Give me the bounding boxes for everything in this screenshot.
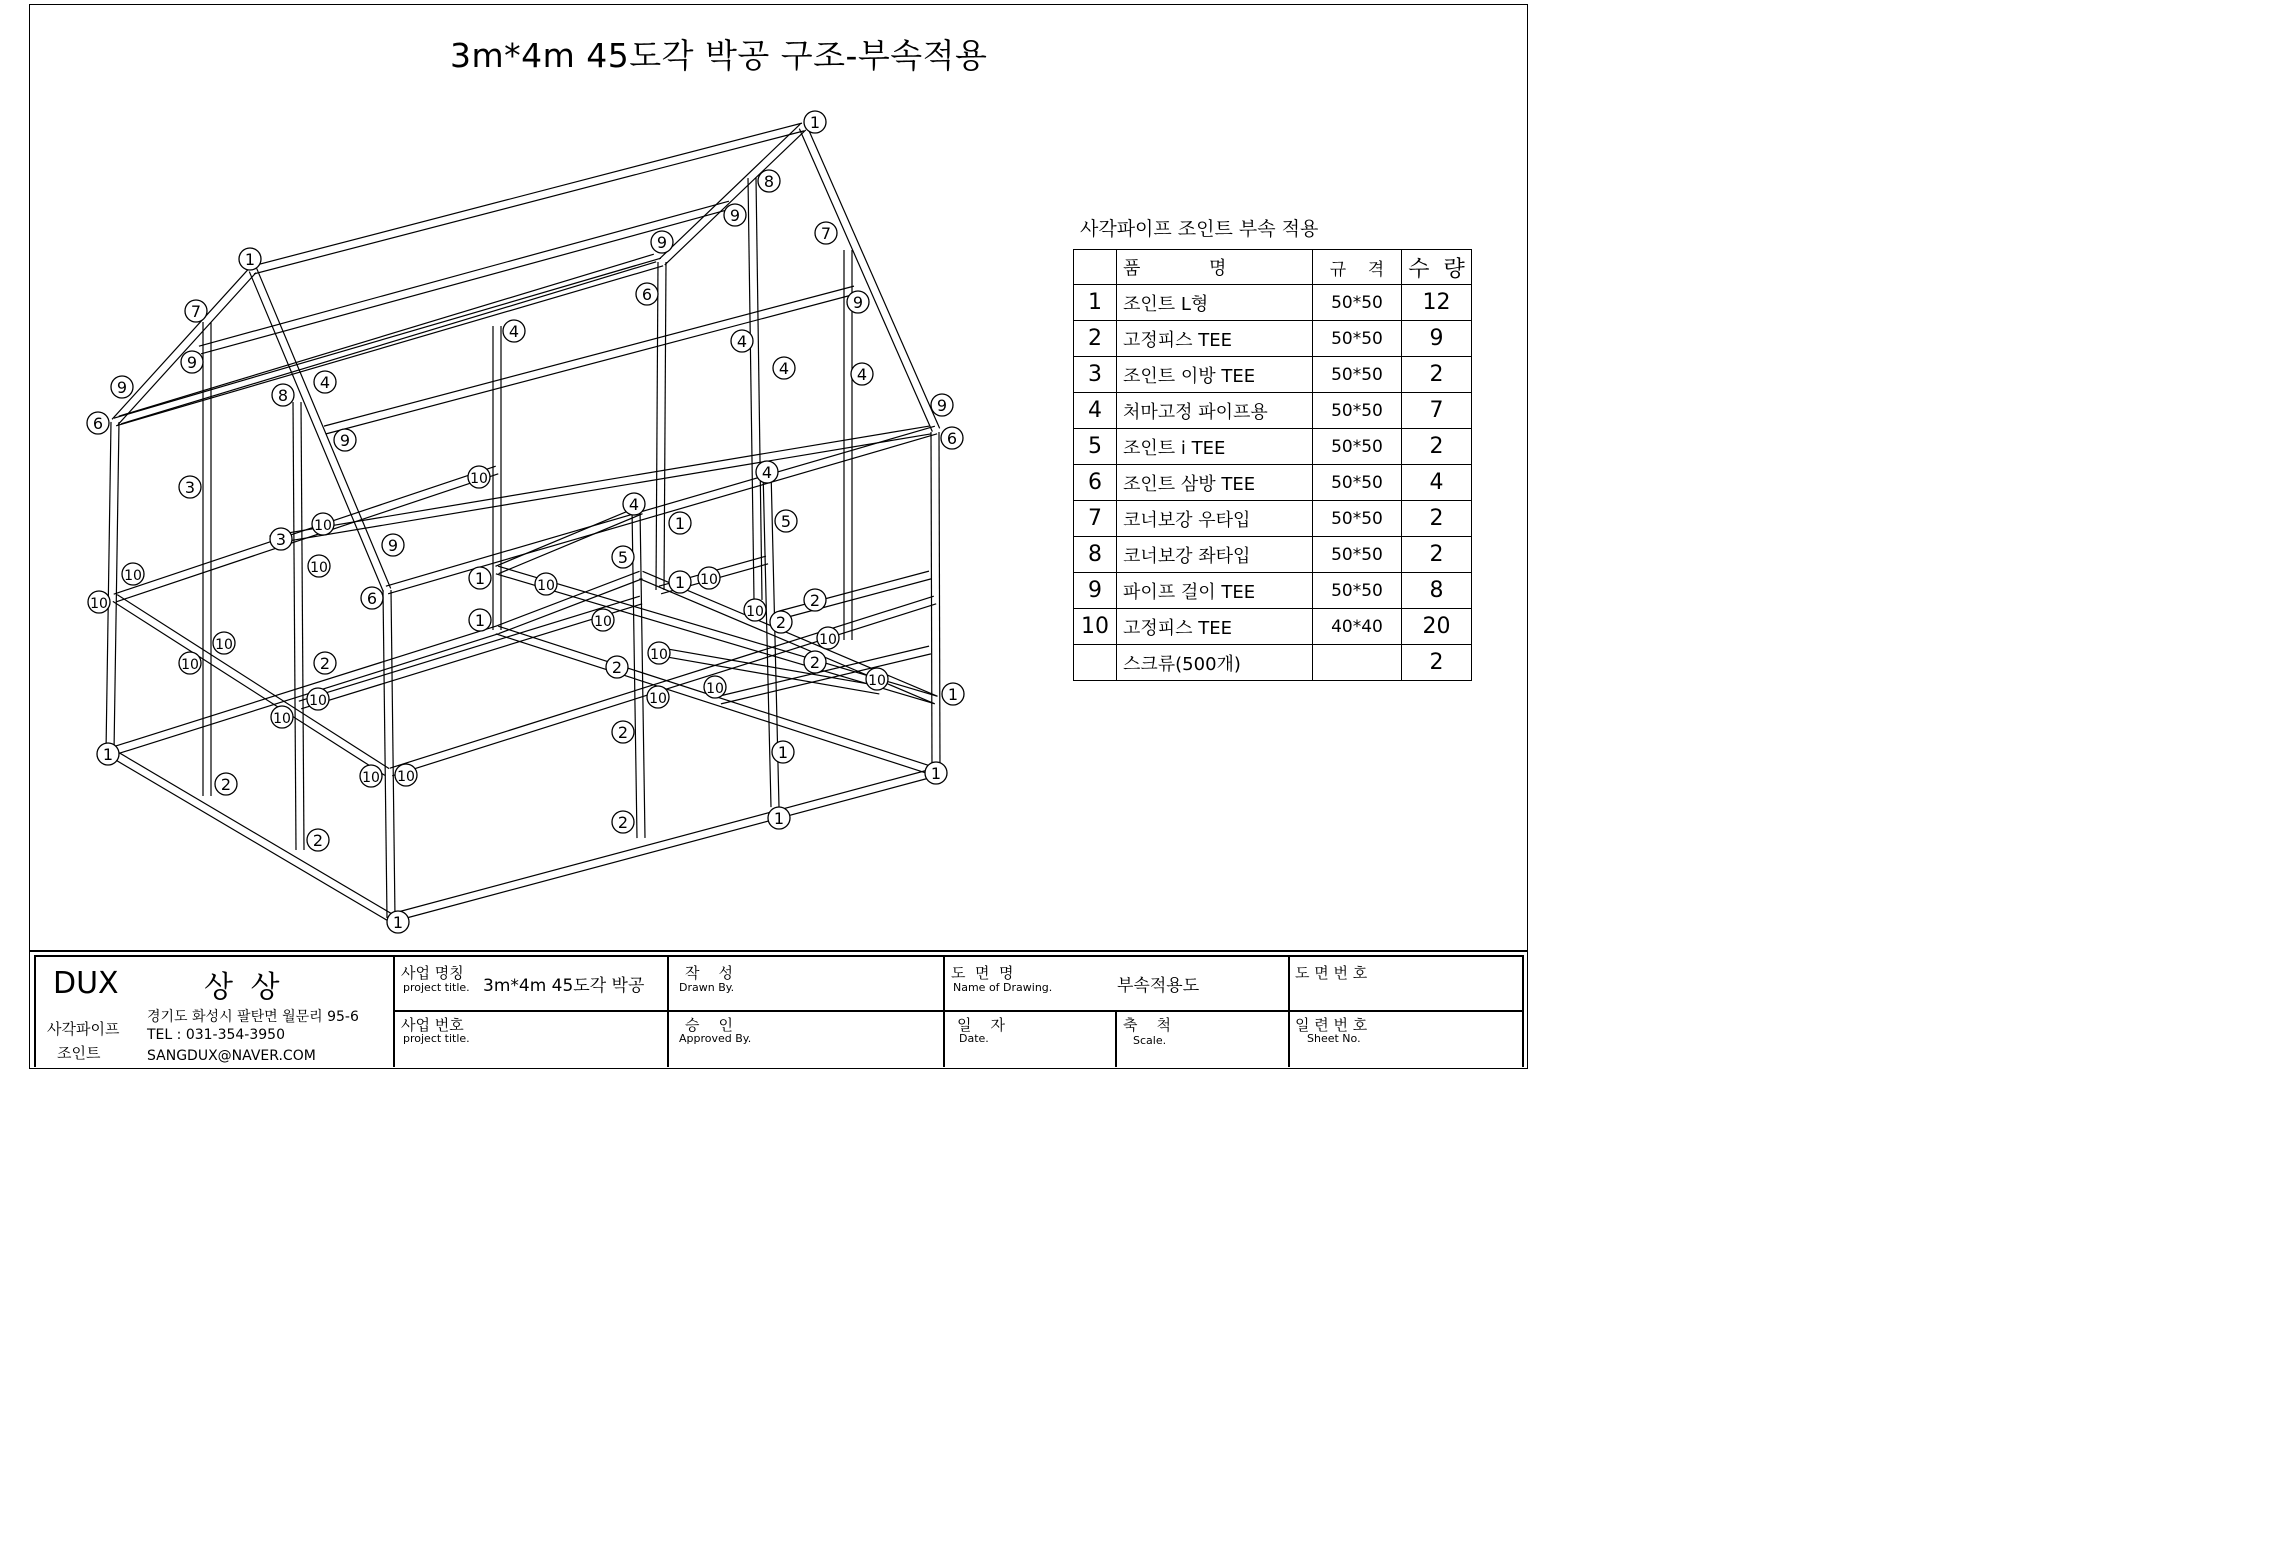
callout-number: 5 xyxy=(780,512,792,531)
scale-label: 축 척 xyxy=(1123,1016,1172,1034)
pipe-edge xyxy=(799,129,932,432)
drawing-name-value: 부속적용도 xyxy=(1117,976,1200,996)
pipe-edge xyxy=(388,434,937,594)
pipe-edge xyxy=(390,768,935,914)
pipe-edge xyxy=(116,266,663,426)
callout-number: 4 xyxy=(778,359,790,378)
parts-table-row xyxy=(1074,357,1472,393)
part-number: 4 xyxy=(1074,393,1117,429)
callout-number: 1 xyxy=(392,913,404,932)
callout-number: 2 xyxy=(809,591,821,610)
pipe-edge xyxy=(106,422,111,752)
pipe-edge xyxy=(113,601,385,775)
callout-number: 1 xyxy=(244,250,256,269)
company-name-korean: 상 상 xyxy=(204,970,284,1005)
header-spec xyxy=(1313,250,1402,285)
part-spec: 50*50 xyxy=(1313,357,1402,393)
sheet-no-label: 일 련 번 호 xyxy=(1295,1016,1368,1034)
parts-table-row xyxy=(1074,429,1472,465)
part-name: 조인트 i TEE xyxy=(1117,429,1313,465)
callout-number: 1 xyxy=(474,611,486,630)
part-quantity: 7 xyxy=(1402,393,1472,429)
callout-number: 10 xyxy=(868,673,886,689)
callout-number: 2 xyxy=(775,613,787,632)
pipe-edge xyxy=(665,130,806,265)
header-qty-text: 수 량 xyxy=(1408,256,1465,282)
callout-number: 10 xyxy=(819,632,837,648)
callout-number: 10 xyxy=(594,614,612,630)
callout-number: 9 xyxy=(186,353,198,372)
pipe-edge xyxy=(293,402,296,850)
scale-label-en: Scale. xyxy=(1133,1034,1167,1047)
approved-by-label-en: Approved By. xyxy=(679,1032,752,1045)
callout-number: 10 xyxy=(362,770,380,786)
pipe-edge xyxy=(748,178,754,600)
part-name: 고정피스 TEE xyxy=(1117,321,1313,357)
callout-number: 4 xyxy=(319,373,331,392)
part-number: 7 xyxy=(1074,501,1117,537)
part-number: 6 xyxy=(1074,465,1117,501)
part-quantity: 9 xyxy=(1402,321,1472,357)
callout-number: 1 xyxy=(930,764,942,783)
drawn-by-label: 작 성 xyxy=(685,964,734,982)
header-no xyxy=(1074,250,1117,285)
callout-number: 4 xyxy=(508,322,520,341)
part-number: 3 xyxy=(1074,357,1117,393)
pipe-edge xyxy=(664,262,666,590)
callout-number: 9 xyxy=(656,233,668,252)
part-number: 10 xyxy=(1074,609,1117,645)
parts-table-row xyxy=(1074,609,1472,645)
callout-number: 1 xyxy=(474,569,486,588)
pipe-frame xyxy=(106,123,940,922)
part-number: 2 xyxy=(1074,321,1117,357)
company-name: DUX xyxy=(53,966,119,1001)
part-name: 조인트 이방 TEE xyxy=(1117,357,1313,393)
callout-number: 10 xyxy=(537,578,555,594)
callout-number: 6 xyxy=(366,589,378,608)
company-email: SANGDUX@NAVER.COM xyxy=(147,1048,316,1064)
callout-number: 10 xyxy=(124,568,142,584)
part-number: 1 xyxy=(1074,285,1117,321)
parts-table-row xyxy=(1074,321,1472,357)
drawing-name-label: 도 면 명 xyxy=(951,964,1014,982)
callout-number: 10 xyxy=(470,471,488,487)
pipe-edge xyxy=(383,590,387,918)
pipe-edge xyxy=(108,755,389,921)
callout-number: 10 xyxy=(650,647,668,663)
pipe-edge xyxy=(252,123,802,266)
project-name-label: 사업 명칭 xyxy=(401,964,464,982)
pipe-edge xyxy=(254,131,804,274)
pipe-edge xyxy=(112,749,393,915)
callout-number: 4 xyxy=(761,463,773,482)
callout-number: 4 xyxy=(628,495,640,514)
part-quantity: 4 xyxy=(1402,465,1472,501)
header-name-text: 품 명 xyxy=(1123,258,1227,279)
callout-number: 9 xyxy=(729,206,741,225)
pipe-edge xyxy=(116,474,498,602)
part-number: 5 xyxy=(1074,429,1117,465)
pipe-edge xyxy=(111,634,498,756)
callout-number: 3 xyxy=(275,530,287,549)
callout-number: 6 xyxy=(92,414,104,433)
callout-number: 9 xyxy=(387,536,399,555)
callout-number: 5 xyxy=(617,548,629,567)
callout-number: 2 xyxy=(319,654,331,673)
part-name: 파이프 걸이 TEE xyxy=(1117,573,1313,609)
callout-number: 9 xyxy=(116,378,128,397)
parts-table-header-row xyxy=(1074,250,1472,285)
callout-number: 1 xyxy=(674,514,686,533)
part-spec: 50*50 xyxy=(1313,321,1402,357)
parts-table-title: 사각파이프 조인트 부속 적용 xyxy=(1080,218,1319,240)
part-name: 코너보강 우타입 xyxy=(1117,501,1313,537)
company-tel: TEL : 031-354-3950 xyxy=(147,1027,285,1043)
callout-number: 1 xyxy=(947,685,959,704)
pipe-edge xyxy=(112,267,250,419)
pipe-edge xyxy=(118,273,256,425)
pipe-edge xyxy=(324,286,854,426)
pipe-edge xyxy=(496,634,935,776)
callout-number: 6 xyxy=(946,429,958,448)
callout-number: 9 xyxy=(936,396,948,415)
callout-number: 10 xyxy=(706,681,724,697)
callout-number: 10 xyxy=(649,691,667,707)
pipe-edge xyxy=(114,466,496,594)
approved-by-label: 승 인 xyxy=(685,1016,734,1034)
parts-table-row xyxy=(1074,537,1472,573)
part-name: 코너보강 좌타입 xyxy=(1117,537,1313,573)
callout-number: 10 xyxy=(181,657,199,673)
callout-number: 4 xyxy=(856,365,868,384)
callout-number: 2 xyxy=(617,813,629,832)
part-spec: 50*50 xyxy=(1313,393,1402,429)
callout-markers xyxy=(87,111,964,933)
callout-number: 2 xyxy=(220,775,232,794)
callout-number: 7 xyxy=(190,302,202,321)
part-quantity: 2 xyxy=(1402,501,1472,537)
part-quantity: 2 xyxy=(1402,537,1472,573)
callout-number: 3 xyxy=(184,478,196,497)
parts-table-row xyxy=(1074,501,1472,537)
header-qty xyxy=(1402,250,1472,285)
part-name: 조인트 L형 xyxy=(1117,285,1313,321)
callout-number: 10 xyxy=(309,693,327,709)
parts-table-row xyxy=(1074,465,1472,501)
callout-number: 1 xyxy=(809,113,821,132)
pipe-edge xyxy=(299,596,640,701)
part-spec xyxy=(1313,645,1402,681)
project-name-label-en: project title. xyxy=(403,981,470,994)
drawing-title: 3m*4m 45도각 박공 구조-부속적용 xyxy=(450,36,988,75)
callout-number: 1 xyxy=(773,809,785,828)
company-sub1: 사각파이프 xyxy=(47,1020,120,1038)
pipe-edge xyxy=(249,272,383,592)
part-number: 8 xyxy=(1074,537,1117,573)
callout-number: 7 xyxy=(820,224,832,243)
pipe-edge xyxy=(763,470,771,807)
pipe-edge xyxy=(756,178,762,600)
company-sub2: 조인트 xyxy=(57,1044,101,1062)
part-quantity: 12 xyxy=(1402,285,1472,321)
header-name xyxy=(1117,250,1313,285)
pipe-edge xyxy=(269,426,929,536)
part-spec: 40*40 xyxy=(1313,609,1402,645)
callout-number: 2 xyxy=(809,653,821,672)
part-quantity: 8 xyxy=(1402,573,1472,609)
date-label: 일 자 xyxy=(957,1016,1006,1034)
part-name: 스크류(500개) xyxy=(1117,645,1313,681)
callout-number: 8 xyxy=(763,172,775,191)
pipe-edge xyxy=(391,590,395,918)
callout-number: 10 xyxy=(746,604,764,620)
callout-number: 9 xyxy=(852,293,864,312)
parts-table-row xyxy=(1074,393,1472,429)
parts-table-row xyxy=(1074,645,1472,681)
callout-number: 6 xyxy=(641,285,653,304)
callout-number: 8 xyxy=(277,386,289,405)
project-no-label: 사업 번호 xyxy=(401,1016,464,1034)
part-number: 9 xyxy=(1074,573,1117,609)
pipe-edge xyxy=(639,579,934,704)
part-name: 조인트 삼방 TEE xyxy=(1117,465,1313,501)
part-quantity: 2 xyxy=(1402,645,1472,681)
part-spec: 50*50 xyxy=(1313,537,1402,573)
pipe-edge xyxy=(271,434,931,544)
callout-number: 10 xyxy=(90,596,108,612)
parts-table-row xyxy=(1074,285,1472,321)
drawing-name-label-en: Name of Drawing. xyxy=(953,981,1053,994)
part-spec: 50*50 xyxy=(1313,501,1402,537)
callout-number: 10 xyxy=(314,518,332,534)
sheet-no-label-en: Sheet No. xyxy=(1307,1032,1361,1045)
part-quantity: 20 xyxy=(1402,609,1472,645)
callout-number: 9 xyxy=(339,431,351,450)
callout-number: 4 xyxy=(736,332,748,351)
project-no-label-en: project title. xyxy=(403,1032,470,1045)
callout-number: 10 xyxy=(215,637,233,653)
drawn-by-label-en: Drawn By. xyxy=(679,981,735,994)
project-name-value: 3m*4m 45도각 박공 xyxy=(483,976,645,996)
parts-table xyxy=(1073,249,1472,681)
pipe-edge xyxy=(656,124,800,259)
callout-number: 2 xyxy=(312,831,324,850)
callout-number: 2 xyxy=(611,658,623,677)
pipe-edge xyxy=(114,422,119,752)
pipe-edge xyxy=(807,125,940,428)
part-name: 처마고정 파이프용 xyxy=(1117,393,1313,429)
callout-number: 1 xyxy=(674,573,686,592)
part-spec: 50*50 xyxy=(1313,429,1402,465)
pipe-edge xyxy=(301,402,304,850)
part-number xyxy=(1074,645,1117,681)
drawing-no-label: 도 면 번 호 xyxy=(1295,964,1368,982)
callout-number: 1 xyxy=(102,745,114,764)
company-address: 경기도 화성시 팔탄면 월문리 95-6 xyxy=(147,1009,359,1025)
pipe-edge xyxy=(939,432,940,772)
callout-number: 10 xyxy=(310,560,328,576)
part-quantity: 2 xyxy=(1402,357,1472,393)
part-spec: 50*50 xyxy=(1313,465,1402,501)
callout-number: 10 xyxy=(397,769,415,785)
title-block xyxy=(29,950,1528,1069)
pipe-edge xyxy=(392,776,937,922)
pipe-edge xyxy=(931,432,932,772)
parts-table-row xyxy=(1074,573,1472,609)
part-quantity: 2 xyxy=(1402,429,1472,465)
pipe-edge xyxy=(656,262,658,590)
part-spec: 50*50 xyxy=(1313,573,1402,609)
parts-table-body xyxy=(1074,285,1472,681)
callout-number: 10 xyxy=(700,572,718,588)
part-name: 고정피스 TEE xyxy=(1117,609,1313,645)
callout-number: 10 xyxy=(273,711,291,727)
callout-number: 2 xyxy=(617,723,629,742)
pipe-edge xyxy=(201,209,731,354)
header-spec-text: 규 격 xyxy=(1329,259,1385,280)
pipe-edge xyxy=(121,262,656,424)
date-label-en: Date. xyxy=(959,1032,989,1045)
part-spec: 50*50 xyxy=(1313,285,1402,321)
callout-number: 1 xyxy=(777,743,789,762)
